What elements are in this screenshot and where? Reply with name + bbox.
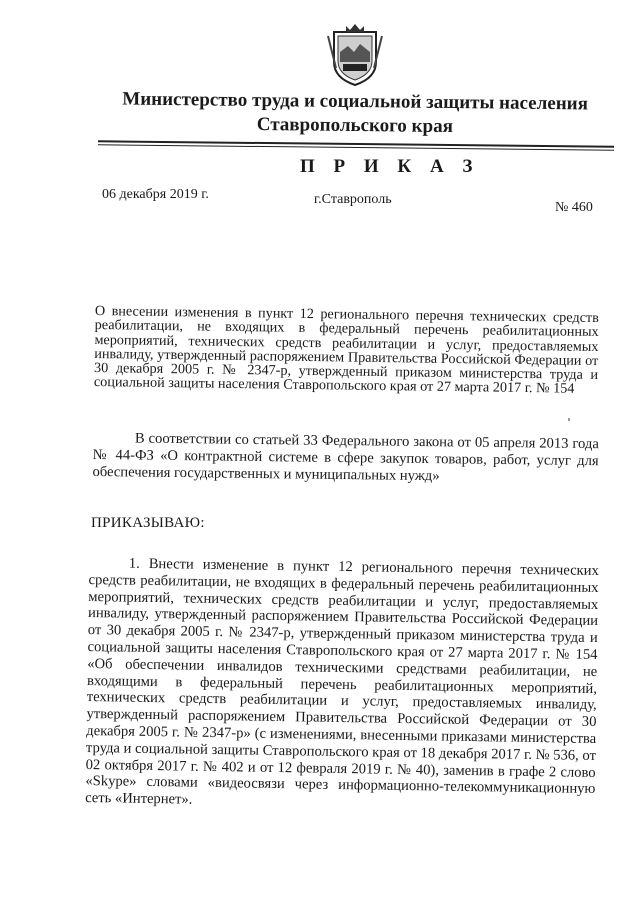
ministry-line-1: Министерство труда и социальной защиты населения — [122, 88, 589, 115]
coat-of-arms-icon — [326, 22, 384, 88]
scan-speck — [568, 418, 570, 421]
document-subject: О внесении изменения в пункт 12 регионального перечня технических средств реабилитации, не входящих в федеральный перечень реабилитационных мероприятий, технических средств реабилитации и услуг, предоставляемых инвалиду, утвержденный распоряжением Правительства Российской Федерации от 30 декабря 2005 г. № 2347-р, утвержденный приказом министерства труда и социальной защиты населения Ставропольского края от 27 марта 2017 г. № 154 — [93, 303, 599, 398]
ministry-line-2: Ставропольского края — [256, 113, 454, 138]
document-title: П Р И К А З — [300, 156, 480, 177]
ministry-name — [110, 87, 600, 140]
preamble-paragraph: В соответствии со статьей 33 Федерального закона от 05 апреля 2013 года № 44-ФЗ «О контрактной системе в сфере закупок товаров, работ, услуг для обеспечения государственных и муниципальных нужд» — [92, 430, 599, 485]
document-number: № 460 — [555, 200, 593, 215]
order-heading: ПРИКАЗЫВАЮ: — [91, 515, 205, 531]
document-date: 06 декабря 2019 г. — [102, 187, 209, 202]
order-item-1: 1. Внести изменение в пункт 12 регионального перечня технических средств реабилитации, не входящих в федеральный перечень реабилитационных мероприятий, технических средств реабилитации и услуг, предоставляемых инвалиду, утвержденный распоряжением Правительства Российской Федерации от 30 декабря 2005 г. № 2347-р, утвержденный приказом министерства труда и социальной защиты населения Ставропольского края от 27 марта 2017 г. № 154 «Об обеспечении инвалидов техническими средствами реабилитации, не входящими в федеральный перечень реабилитационных мероприятий, технических средств реабилитации и услуг, предоставляемых инвалиду, утвержденный распоряжением Правительства Российской Федерации от 30 декабря 2005 г. № 2347-р» (с изменениями, внесенными приказами министерства труда и социальной защиты Ставропольского края от 18 декабря 2017 г. № 536, от 02 октября 2017 г. № 402 и от 12 февраля 2019 г. № 40), заменив в графе 2 слово «Skype» словами «видеосвязи через информационно-телекоммуникационную сеть «Интернет». — [85, 555, 599, 808]
document-city: г.Ставрополь — [314, 192, 392, 207]
